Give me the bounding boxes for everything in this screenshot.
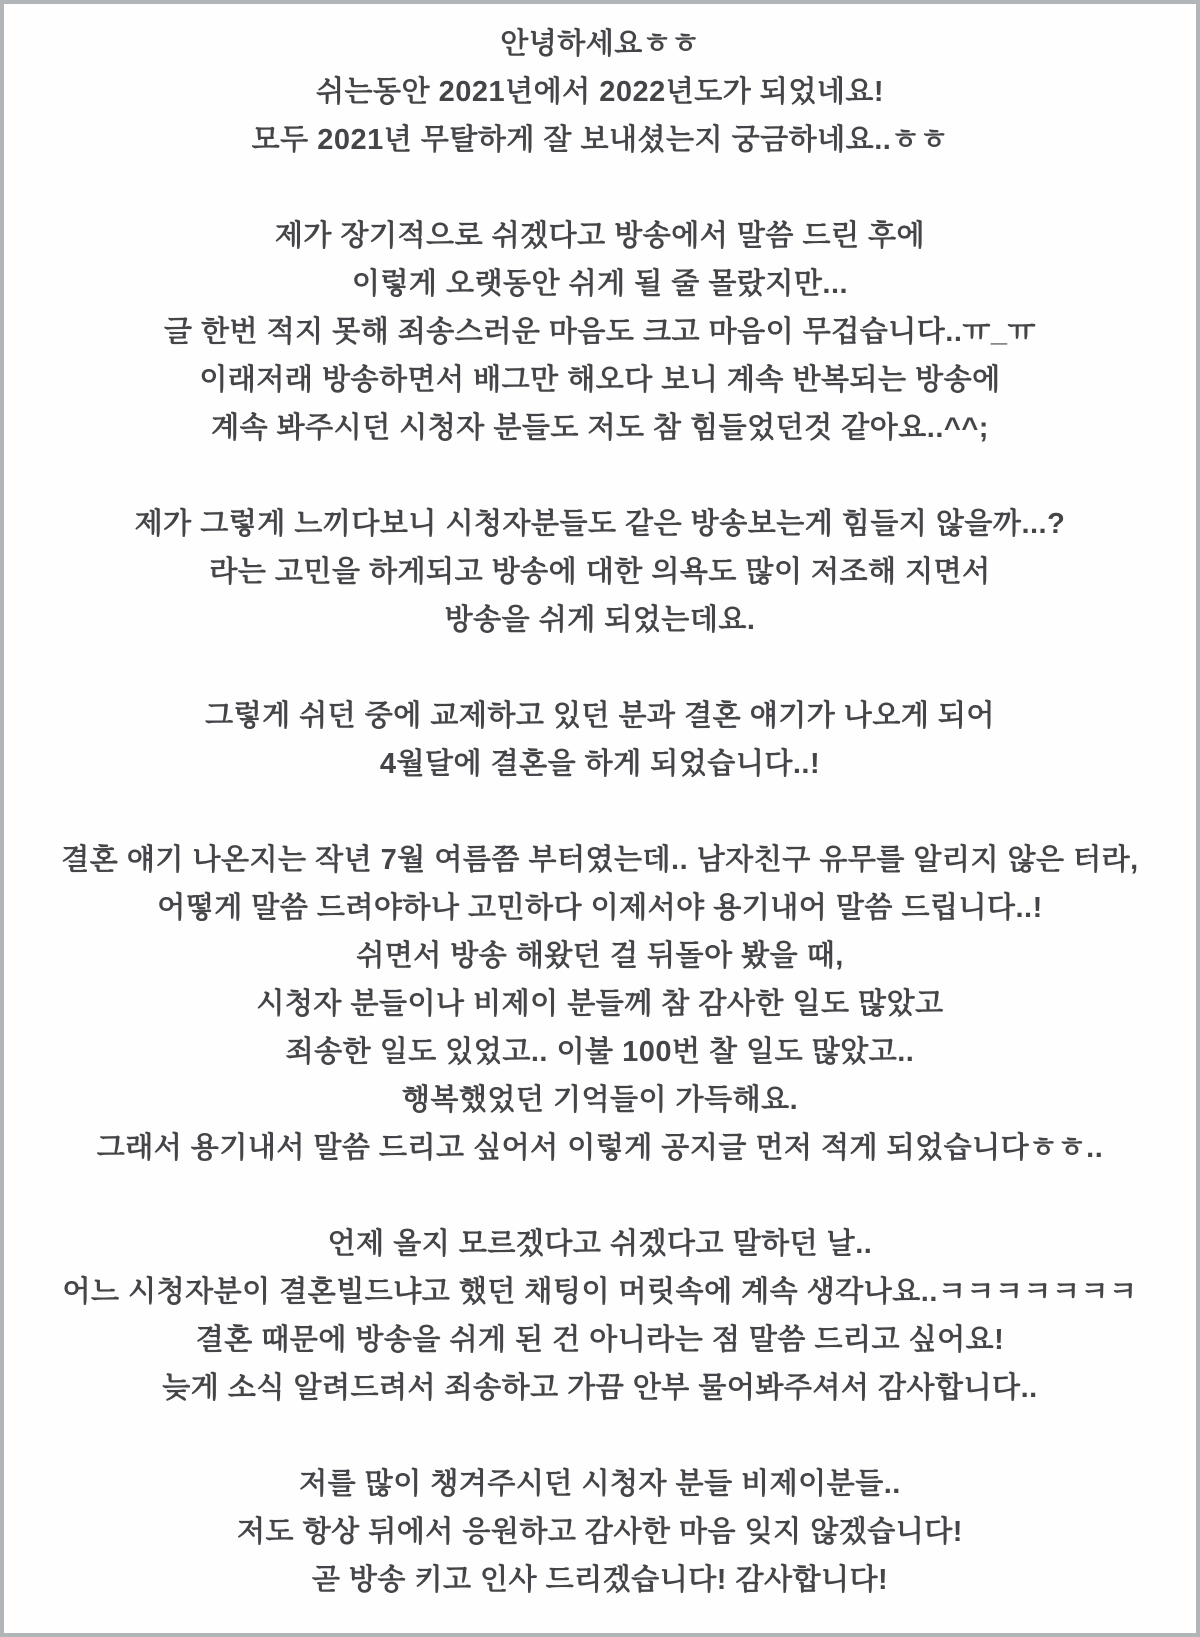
text-line: 저를 많이 챙겨주시던 시청자 분들 비제이분들.. [299,1468,901,1500]
text-line: 결혼 얘기 나온지는 작년 7월 여름쯤 부터였는데.. 남자친구 유무를 알리지 않은 터라, [61,844,1139,876]
paragraph-break-decision [4,500,1196,644]
text-line: 곧 방송 키고 인사 드리겠습니다! 감사합니다! [311,1564,889,1596]
paragraph-hiatus-apology [4,212,1196,452]
paragraph-closing [4,1460,1196,1604]
text-line: 그래서 용기내서 말씀 드리고 싶어서 이렇게 공지글 먼저 적게 되었습니다ㅎㅎ.. [96,1132,1104,1164]
text-line: 죄송한 일도 있었고.. 이불 100번 찰 일도 많았고.. [285,1036,915,1068]
paragraph-marriage-news [4,692,1196,788]
text-line: 언제 올지 모르겠다고 쉬겠다고 말하던 날.. [327,1228,873,1260]
text-line: 계속 봐주시던 시청자 분들도 저도 참 힘들었던것 같아요..^^; [211,412,989,444]
paragraph-greeting [4,20,1196,164]
paragraph-clarification [4,1220,1196,1412]
text-line: 안녕하세요ㅎㅎ [500,28,700,60]
text-line: 제가 그렇게 느끼다보니 시청자분들도 같은 방송보는게 힘들지 않을까...? [134,508,1066,540]
text-line: 방송을 쉬게 되었는데요. [444,604,756,636]
text-line: 라는 고민을 하게되고 방송에 대한 의욕도 많이 저조해 지면서 [209,556,991,588]
text-line: 4월달에 결혼을 하게 되었습니다..! [379,748,821,780]
text-line: 쉬는동안 2021년에서 2022년도가 되었네요! [315,76,885,108]
text-line: 시청자 분들이나 비제이 분들께 참 감사한 일도 많았고 [256,988,944,1020]
text-line: 어느 시청자분이 결혼빌드냐고 했던 채팅이 머릿속에 계속 생각나요..ㅋㅋㅋㅋㅋㅋㅋ [62,1276,1138,1308]
text-line: 늦게 소식 알려드려서 죄송하고 가끔 안부 물어봐주셔서 감사합니다.. [162,1372,1038,1404]
paragraph-marriage-details [4,836,1196,1172]
text-line: 글 한번 적지 못해 죄송스러운 마음도 크고 마음이 무겁습니다..ㅠ_ㅠ [163,316,1037,348]
text-line: 행복했었던 기억들이 가득해요. [401,1084,799,1116]
text-line: 저도 항상 뒤에서 응원하고 감사한 마음 잊지 않겠습니다! [237,1516,963,1548]
text-line: 그렇게 쉬던 중에 교제하고 있던 분과 결혼 얘기가 나오게 되어 [205,700,995,732]
text-line: 이래저래 방송하면서 배그만 해오다 보니 계속 반복되는 방송에 [199,364,1001,396]
text-line: 제가 장기적으로 쉬겠다고 방송에서 말씀 드린 후에 [274,220,926,252]
text-line: 모두 2021년 무탈하게 잘 보내셨는지 궁금하네요..ㅎㅎ [251,124,949,156]
text-line: 이렇게 오랫동안 쉬게 될 줄 몰랐지만... [351,268,849,300]
text-line: 쉬면서 방송 해왔던 걸 뒤돌아 봤을 때, [356,940,844,972]
text-line: 어떻게 말씀 드려야하나 고민하다 이제서야 용기내어 말씀 드립니다..! [157,892,1043,924]
text-line: 결혼 때문에 방송을 쉬게 된 건 아니라는 점 말씀 드리고 싶어요! [195,1324,1005,1356]
